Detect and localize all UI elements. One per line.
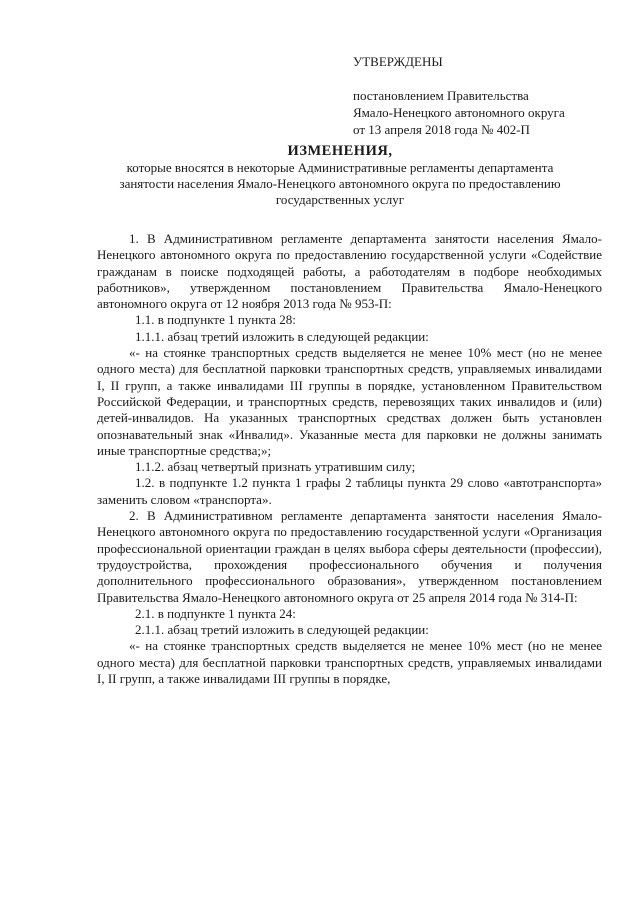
paragraph-1-1-2: 1.1.2. абзац четвертый признать утратившим силу; [135, 459, 416, 475]
paragraph-1: 1. В Административном регламенте департамента занятости населения Ямало-Ненецкого автономного округа по предоставлению государственной услуги «Содействие гражданам в поиске подходящей работы, а работодателям в подборе необходимых работников», утвержденном постановлением Правительства Ямало-Ненецкого автономного округа от 12 ноября 2013 года № 953-П: [97, 231, 602, 312]
paragraph-quote-2: «- на стоянке транспортных средств выделяется не менее 10% мест (но не менее одного места) для бесплатной парковки транспортных средств, управляемых инвалидами I, II групп, а также инвалидами III группы в порядке, [97, 638, 602, 687]
document-subtitle-line-1: которые вносятся в некоторые Административные регламенты департамента [126, 160, 554, 175]
paragraph-1-1-1: 1.1.1. абзац третий изложить в следующей редакции: [135, 328, 429, 344]
paragraph-2-1-1: 2.1.1. абзац третий изложить в следующей редакции: [135, 622, 429, 638]
paragraph-2-1: 2.1. в подпункте 1 пункта 24: [135, 605, 296, 621]
approval-line-2: Ямало-Ненецкого автономного округа [353, 105, 565, 120]
document-title-block [70, 143, 610, 208]
approval-stamp [353, 53, 565, 138]
paragraph-1-1: 1.1. в подпункте 1 пункта 28: [135, 312, 296, 328]
paragraph-2: 2. В Административном регламенте департамента занятости населения Ямало-Ненецкого автономного округа по предоставлению государственной услуги «Организация профессиональной ориентации граждан в целях выбора сферы деятельности (профессии), трудоустройства, прохождения профессионального обучения и получения дополнительного профессионального образования», утвержденном постановлением Правительства Ямало-Ненецкого автономного округа от 25 апреля 2014 года № 314-П: [97, 508, 602, 605]
document-title: ИЗМЕНЕНИЯ, [287, 143, 393, 159]
approval-line-3: от 13 апреля 2018 года № 402-П [353, 122, 530, 137]
document-subtitle-line-3: государственных услуг [275, 192, 405, 207]
document-subtitle-line-2: занятости населения Ямало-Ненецкого автономного округа по предоставлению [119, 176, 561, 191]
document-body [97, 231, 602, 687]
approval-line-1: постановлением Правительства [353, 88, 529, 103]
paragraph-1-2: 1.2. в подпункте 1.2 пункта 1 графы 2 таблицы пункта 29 слово «автотранспорта» заменить словом «транспорта». [97, 475, 602, 507]
paragraph-quote-1: «- на стоянке транспортных средств выделяется не менее 10% мест (но не менее одного места) для бесплатной парковки транспортных средств, управляемых инвалидами I, II групп, а также инвалидами III группы в порядке, установленном Правительством Российской Федерации, и транспортных средств, перевозящих таких инвалидов и (или) детей-инвалидов. На указанных транспортных средствах должен быть установлен опознавательный знак «Инвалид». Указанные места для парковки не должны занимать иные транспортные средства;»; [97, 345, 602, 458]
approval-heading: УТВЕРЖДЕНЫ [353, 54, 443, 69]
